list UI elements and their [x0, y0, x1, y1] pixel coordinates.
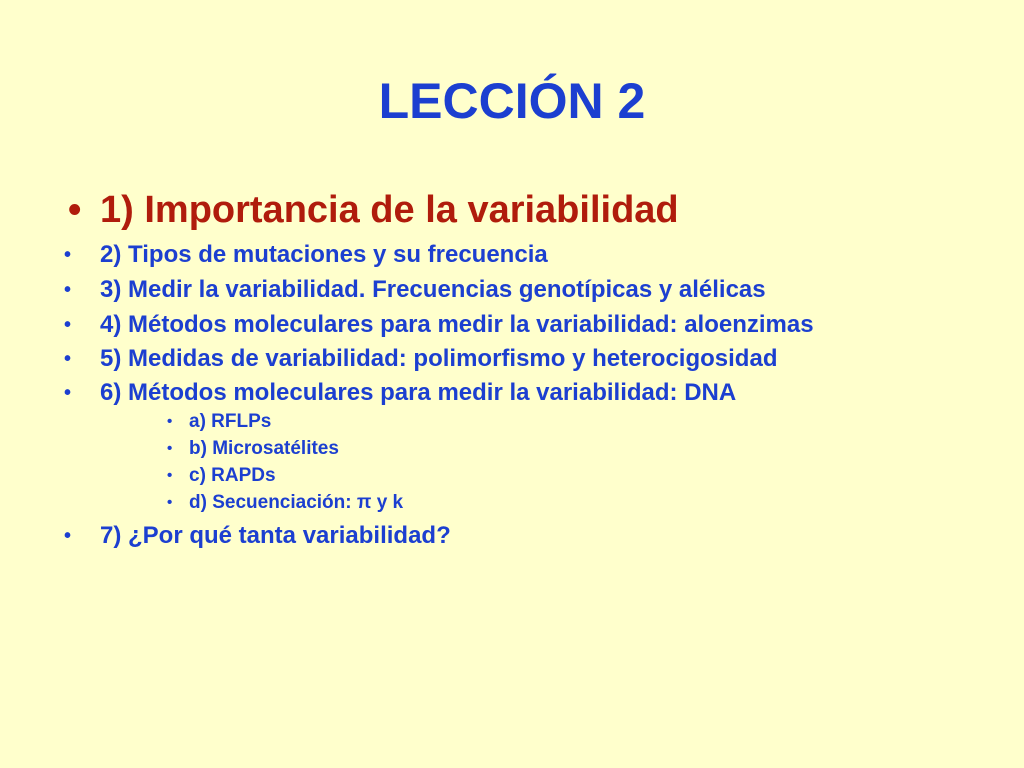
list-item-text: 2) Tipos de mutaciones y su frecuencia [100, 241, 548, 268]
bullet-icon: • [64, 314, 72, 336]
sub-item-text: b) Microsatélites [189, 438, 339, 459]
sub-item-text: c) RAPDs [189, 465, 276, 486]
sub-item-text: d) Secuenciación: π y k [189, 492, 404, 513]
list-item-text: 5) Medidas de variabilidad: polimorfismo y heterocigosidad [100, 345, 778, 372]
bullet-icon: • [167, 467, 173, 484]
bullet-icon: • [167, 494, 173, 511]
list-item-text: 1) Importancia de la variabilidad [100, 189, 679, 231]
list-item-text: 7) ¿Por qué tanta variabilidad? [100, 522, 451, 549]
bullet-icon: • [64, 244, 72, 266]
bullet-icon: • [64, 382, 72, 404]
bullet-icon: • [68, 189, 82, 231]
list-item-text: 3) Medir la variabilidad. Frecuencias genotípicas y alélicas [100, 276, 766, 303]
bullet-icon: • [64, 525, 72, 547]
bullet-icon: • [167, 440, 173, 457]
slide-title: LECCIÓN 2 [378, 73, 646, 129]
bullet-icon: • [167, 413, 173, 430]
list-item-text: 6) Métodos moleculares para medir la variabilidad: DNA [100, 379, 737, 406]
list-item-text: 4) Métodos moleculares para medir la variabilidad: aloenzimas [100, 311, 814, 338]
sub-item-text: a) RFLPs [189, 411, 272, 432]
bullet-icon: • [64, 279, 72, 301]
bullet-icon: • [64, 348, 72, 370]
